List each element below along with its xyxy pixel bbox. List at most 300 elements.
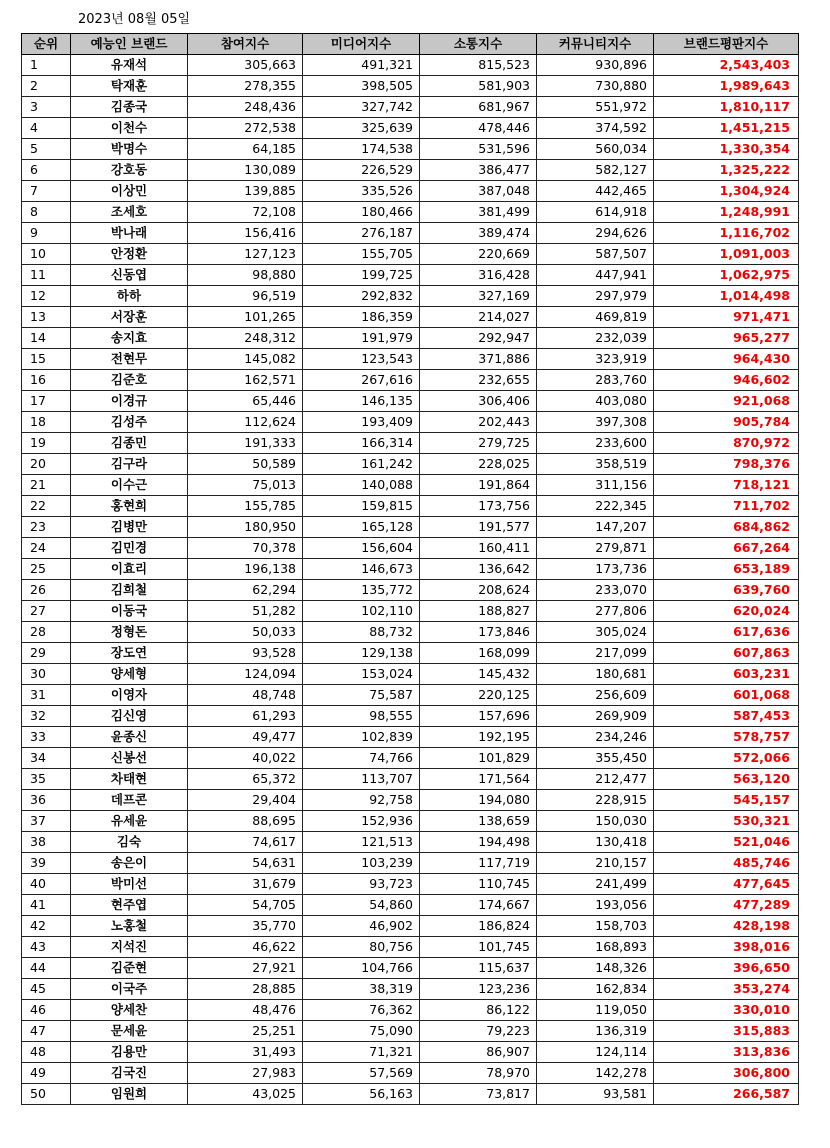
table-row (22, 1063, 799, 1084)
table-row (22, 517, 799, 538)
column-header-community: 커뮤니티지수 (537, 34, 654, 55)
communication-index-cell: 478,446 (420, 118, 537, 139)
media-index-cell: 165,128 (303, 517, 420, 538)
table-row (22, 475, 799, 496)
community-index-cell: 136,319 (537, 1021, 654, 1042)
participation-index-cell: 62,294 (188, 580, 303, 601)
participation-index-cell: 93,528 (188, 643, 303, 664)
communication-index-cell: 157,696 (420, 706, 537, 727)
brand-reputation-index-cell: 2,543,403 (654, 55, 799, 76)
participation-index-cell: 54,705 (188, 895, 303, 916)
community-index-cell: 222,345 (537, 496, 654, 517)
communication-index-cell: 208,624 (420, 580, 537, 601)
entertainer-name-cell: 정형돈 (71, 622, 188, 643)
media-index-cell: 104,766 (303, 958, 420, 979)
table-row (22, 160, 799, 181)
communication-index-cell: 79,223 (420, 1021, 537, 1042)
column-header-media: 미디어지수 (303, 34, 420, 55)
participation-index-cell: 31,679 (188, 874, 303, 895)
media-index-cell: 93,723 (303, 874, 420, 895)
brand-reputation-index-cell: 313,836 (654, 1042, 799, 1063)
media-index-cell: 75,090 (303, 1021, 420, 1042)
rank-cell: 40 (22, 874, 71, 895)
participation-index-cell: 112,624 (188, 412, 303, 433)
rank-cell: 38 (22, 832, 71, 853)
community-index-cell: 93,581 (537, 1084, 654, 1105)
communication-index-cell: 389,474 (420, 223, 537, 244)
community-index-cell: 311,156 (537, 475, 654, 496)
rank-cell: 32 (22, 706, 71, 727)
rank-cell: 19 (22, 433, 71, 454)
entertainer-name-cell: 박미선 (71, 874, 188, 895)
community-index-cell: 397,308 (537, 412, 654, 433)
participation-index-cell: 46,622 (188, 937, 303, 958)
table-row (22, 790, 799, 811)
entertainer-name-cell: 강호동 (71, 160, 188, 181)
communication-index-cell: 192,195 (420, 727, 537, 748)
communication-index-cell: 232,655 (420, 370, 537, 391)
community-index-cell: 232,039 (537, 328, 654, 349)
community-index-cell: 158,703 (537, 916, 654, 937)
rank-cell: 29 (22, 643, 71, 664)
rank-cell: 33 (22, 727, 71, 748)
communication-index-cell: 115,637 (420, 958, 537, 979)
community-index-cell: 168,893 (537, 937, 654, 958)
brand-reputation-index-cell: 545,157 (654, 790, 799, 811)
rank-cell: 50 (22, 1084, 71, 1105)
community-index-cell: 241,499 (537, 874, 654, 895)
community-index-cell: 162,834 (537, 979, 654, 1000)
media-index-cell: 102,839 (303, 727, 420, 748)
communication-index-cell: 86,122 (420, 1000, 537, 1021)
rank-cell: 46 (22, 1000, 71, 1021)
community-index-cell: 551,972 (537, 97, 654, 118)
entertainer-name-cell: 김준호 (71, 370, 188, 391)
media-index-cell: 56,163 (303, 1084, 420, 1105)
brand-reputation-index-cell: 971,471 (654, 307, 799, 328)
table-row (22, 727, 799, 748)
entertainer-name-cell: 김숙 (71, 832, 188, 853)
participation-index-cell: 139,885 (188, 181, 303, 202)
participation-index-cell: 96,519 (188, 286, 303, 307)
communication-index-cell: 194,080 (420, 790, 537, 811)
participation-index-cell: 278,355 (188, 76, 303, 97)
communication-index-cell: 194,498 (420, 832, 537, 853)
communication-index-cell: 386,477 (420, 160, 537, 181)
entertainer-name-cell: 서장훈 (71, 307, 188, 328)
media-index-cell: 153,024 (303, 664, 420, 685)
participation-index-cell: 248,436 (188, 97, 303, 118)
table-row (22, 1084, 799, 1105)
entertainer-name-cell: 김구라 (71, 454, 188, 475)
community-index-cell: 403,080 (537, 391, 654, 412)
entertainer-name-cell: 임원희 (71, 1084, 188, 1105)
media-index-cell: 174,538 (303, 139, 420, 160)
rank-cell: 39 (22, 853, 71, 874)
participation-index-cell: 50,589 (188, 454, 303, 475)
media-index-cell: 74,766 (303, 748, 420, 769)
communication-index-cell: 581,903 (420, 76, 537, 97)
table-header-row (22, 34, 799, 55)
community-index-cell: 297,979 (537, 286, 654, 307)
entertainer-name-cell: 이영자 (71, 685, 188, 706)
participation-index-cell: 43,025 (188, 1084, 303, 1105)
brand-reputation-index-cell: 1,330,354 (654, 139, 799, 160)
participation-index-cell: 98,880 (188, 265, 303, 286)
brand-reputation-index-cell: 398,016 (654, 937, 799, 958)
table-row (22, 643, 799, 664)
table-row (22, 853, 799, 874)
table-row (22, 706, 799, 727)
communication-index-cell: 371,886 (420, 349, 537, 370)
participation-index-cell: 50,033 (188, 622, 303, 643)
participation-index-cell: 248,312 (188, 328, 303, 349)
entertainer-name-cell: 김신영 (71, 706, 188, 727)
rank-cell: 21 (22, 475, 71, 496)
rank-cell: 26 (22, 580, 71, 601)
rank-cell: 28 (22, 622, 71, 643)
brand-reputation-index-cell: 1,304,924 (654, 181, 799, 202)
media-index-cell: 98,555 (303, 706, 420, 727)
rank-cell: 8 (22, 202, 71, 223)
rank-cell: 14 (22, 328, 71, 349)
community-index-cell: 730,880 (537, 76, 654, 97)
community-index-cell: 305,024 (537, 622, 654, 643)
rank-cell: 44 (22, 958, 71, 979)
media-index-cell: 276,187 (303, 223, 420, 244)
table-row (22, 916, 799, 937)
column-header-brand-reputation: 브랜드평판지수 (654, 34, 799, 55)
rank-cell: 2 (22, 76, 71, 97)
community-index-cell: 279,871 (537, 538, 654, 559)
table-row (22, 76, 799, 97)
community-index-cell: 283,760 (537, 370, 654, 391)
table-row (22, 832, 799, 853)
community-index-cell: 323,919 (537, 349, 654, 370)
entertainer-name-cell: 김용만 (71, 1042, 188, 1063)
rank-cell: 11 (22, 265, 71, 286)
rank-cell: 47 (22, 1021, 71, 1042)
participation-index-cell: 124,094 (188, 664, 303, 685)
rank-cell: 6 (22, 160, 71, 181)
media-index-cell: 193,409 (303, 412, 420, 433)
brand-reputation-index-cell: 1,989,643 (654, 76, 799, 97)
community-index-cell: 233,600 (537, 433, 654, 454)
table-row (22, 265, 799, 286)
table-row (22, 1021, 799, 1042)
participation-index-cell: 75,013 (188, 475, 303, 496)
entertainer-name-cell: 노홍철 (71, 916, 188, 937)
participation-index-cell: 88,695 (188, 811, 303, 832)
media-index-cell: 398,505 (303, 76, 420, 97)
participation-index-cell: 40,022 (188, 748, 303, 769)
entertainer-name-cell: 이효리 (71, 559, 188, 580)
media-index-cell: 57,569 (303, 1063, 420, 1084)
brand-reputation-index-cell: 572,066 (654, 748, 799, 769)
rank-cell: 49 (22, 1063, 71, 1084)
table-row (22, 223, 799, 244)
table-row (22, 97, 799, 118)
entertainer-name-cell: 유세윤 (71, 811, 188, 832)
rank-cell: 1 (22, 55, 71, 76)
brand-reputation-index-cell: 617,636 (654, 622, 799, 643)
communication-index-cell: 136,642 (420, 559, 537, 580)
media-index-cell: 38,319 (303, 979, 420, 1000)
community-index-cell: 150,030 (537, 811, 654, 832)
brand-reputation-index-cell: 667,264 (654, 538, 799, 559)
brand-reputation-index-cell: 684,862 (654, 517, 799, 538)
rank-cell: 9 (22, 223, 71, 244)
media-index-cell: 146,135 (303, 391, 420, 412)
entertainer-name-cell: 홍현희 (71, 496, 188, 517)
participation-index-cell: 49,477 (188, 727, 303, 748)
communication-index-cell: 214,027 (420, 307, 537, 328)
participation-index-cell: 48,748 (188, 685, 303, 706)
table-row (22, 412, 799, 433)
brand-reputation-index-cell: 620,024 (654, 601, 799, 622)
entertainer-name-cell: 이동국 (71, 601, 188, 622)
media-index-cell: 103,239 (303, 853, 420, 874)
entertainer-name-cell: 박명수 (71, 139, 188, 160)
table-row (22, 139, 799, 160)
table-row (22, 286, 799, 307)
table-row (22, 937, 799, 958)
communication-index-cell: 186,824 (420, 916, 537, 937)
entertainer-name-cell: 송은이 (71, 853, 188, 874)
entertainer-name-cell: 김준현 (71, 958, 188, 979)
table-row (22, 979, 799, 1000)
table-row (22, 622, 799, 643)
entertainer-name-cell: 유재석 (71, 55, 188, 76)
entertainer-name-cell: 현주엽 (71, 895, 188, 916)
communication-index-cell: 101,829 (420, 748, 537, 769)
entertainer-name-cell: 양세찬 (71, 1000, 188, 1021)
rank-cell: 16 (22, 370, 71, 391)
brand-reputation-index-cell: 578,757 (654, 727, 799, 748)
rank-cell: 22 (22, 496, 71, 517)
communication-index-cell: 110,745 (420, 874, 537, 895)
participation-index-cell: 74,617 (188, 832, 303, 853)
entertainer-name-cell: 김국진 (71, 1063, 188, 1084)
brand-reputation-index-cell: 639,760 (654, 580, 799, 601)
communication-index-cell: 188,827 (420, 601, 537, 622)
media-index-cell: 54,860 (303, 895, 420, 916)
community-index-cell: 193,056 (537, 895, 654, 916)
media-index-cell: 327,742 (303, 97, 420, 118)
community-index-cell: 930,896 (537, 55, 654, 76)
entertainer-name-cell: 장도연 (71, 643, 188, 664)
entertainer-name-cell: 안정환 (71, 244, 188, 265)
entertainer-name-cell: 양세형 (71, 664, 188, 685)
rank-cell: 48 (22, 1042, 71, 1063)
community-index-cell: 614,918 (537, 202, 654, 223)
community-index-cell: 210,157 (537, 853, 654, 874)
media-index-cell: 226,529 (303, 160, 420, 181)
participation-index-cell: 101,265 (188, 307, 303, 328)
brand-reputation-index-cell: 607,863 (654, 643, 799, 664)
rank-cell: 35 (22, 769, 71, 790)
participation-index-cell: 156,416 (188, 223, 303, 244)
table-row (22, 559, 799, 580)
media-index-cell: 267,616 (303, 370, 420, 391)
brand-reputation-index-cell: 306,800 (654, 1063, 799, 1084)
brand-reputation-index-cell: 315,883 (654, 1021, 799, 1042)
media-index-cell: 113,707 (303, 769, 420, 790)
communication-index-cell: 145,432 (420, 664, 537, 685)
rank-cell: 23 (22, 517, 71, 538)
media-index-cell: 140,088 (303, 475, 420, 496)
communication-index-cell: 138,659 (420, 811, 537, 832)
rank-cell: 45 (22, 979, 71, 1000)
entertainer-name-cell: 송지효 (71, 328, 188, 349)
brand-reputation-index-cell: 601,068 (654, 685, 799, 706)
entertainer-name-cell: 이국주 (71, 979, 188, 1000)
communication-index-cell: 220,125 (420, 685, 537, 706)
media-index-cell: 159,815 (303, 496, 420, 517)
brand-reputation-index-cell: 870,972 (654, 433, 799, 454)
media-index-cell: 166,314 (303, 433, 420, 454)
entertainer-name-cell: 김종국 (71, 97, 188, 118)
communication-index-cell: 292,947 (420, 328, 537, 349)
communication-index-cell: 327,169 (420, 286, 537, 307)
brand-reputation-index-cell: 1,325,222 (654, 160, 799, 181)
brand-reputation-index-cell: 330,010 (654, 1000, 799, 1021)
media-index-cell: 75,587 (303, 685, 420, 706)
column-header-brand: 예능인 브랜드 (71, 34, 188, 55)
table-row (22, 496, 799, 517)
table-row (22, 748, 799, 769)
community-index-cell: 355,450 (537, 748, 654, 769)
brand-reputation-index-cell: 485,746 (654, 853, 799, 874)
participation-index-cell: 31,493 (188, 1042, 303, 1063)
entertainer-name-cell: 조세호 (71, 202, 188, 223)
table-row (22, 811, 799, 832)
participation-index-cell: 155,785 (188, 496, 303, 517)
media-index-cell: 199,725 (303, 265, 420, 286)
brand-reputation-index-cell: 964,430 (654, 349, 799, 370)
entertainer-name-cell: 이경규 (71, 391, 188, 412)
table-row (22, 1042, 799, 1063)
entertainer-name-cell: 김희철 (71, 580, 188, 601)
community-index-cell: 233,070 (537, 580, 654, 601)
entertainer-name-cell: 이수근 (71, 475, 188, 496)
media-index-cell: 186,359 (303, 307, 420, 328)
community-index-cell: 277,806 (537, 601, 654, 622)
rank-cell: 4 (22, 118, 71, 139)
media-index-cell: 152,936 (303, 811, 420, 832)
participation-index-cell: 272,538 (188, 118, 303, 139)
communication-index-cell: 815,523 (420, 55, 537, 76)
participation-index-cell: 35,770 (188, 916, 303, 937)
participation-index-cell: 25,251 (188, 1021, 303, 1042)
participation-index-cell: 27,983 (188, 1063, 303, 1084)
brand-reputation-index-cell: 396,650 (654, 958, 799, 979)
rank-cell: 15 (22, 349, 71, 370)
communication-index-cell: 387,048 (420, 181, 537, 202)
community-index-cell: 269,909 (537, 706, 654, 727)
community-index-cell: 130,418 (537, 832, 654, 853)
media-index-cell: 155,705 (303, 244, 420, 265)
communication-index-cell: 171,564 (420, 769, 537, 790)
media-index-cell: 129,138 (303, 643, 420, 664)
communication-index-cell: 279,725 (420, 433, 537, 454)
media-index-cell: 161,242 (303, 454, 420, 475)
rank-cell: 30 (22, 664, 71, 685)
communication-index-cell: 117,719 (420, 853, 537, 874)
communication-index-cell: 202,443 (420, 412, 537, 433)
rank-cell: 20 (22, 454, 71, 475)
participation-index-cell: 127,123 (188, 244, 303, 265)
column-header-communication: 소통지수 (420, 34, 537, 55)
brand-reputation-index-cell: 798,376 (654, 454, 799, 475)
brand-reputation-index-cell: 603,231 (654, 664, 799, 685)
participation-index-cell: 180,950 (188, 517, 303, 538)
table-row (22, 454, 799, 475)
community-index-cell: 180,681 (537, 664, 654, 685)
community-index-cell: 212,477 (537, 769, 654, 790)
media-index-cell: 102,110 (303, 601, 420, 622)
entertainer-name-cell: 지석진 (71, 937, 188, 958)
communication-index-cell: 316,428 (420, 265, 537, 286)
entertainer-name-cell: 이천수 (71, 118, 188, 139)
table-row (22, 580, 799, 601)
community-index-cell: 173,736 (537, 559, 654, 580)
brand-reputation-index-cell: 718,121 (654, 475, 799, 496)
entertainer-name-cell: 김민경 (71, 538, 188, 559)
brand-reputation-index-cell: 1,091,003 (654, 244, 799, 265)
media-index-cell: 80,756 (303, 937, 420, 958)
communication-index-cell: 191,577 (420, 517, 537, 538)
rank-cell: 41 (22, 895, 71, 916)
community-index-cell: 147,207 (537, 517, 654, 538)
community-index-cell: 119,050 (537, 1000, 654, 1021)
participation-index-cell: 65,372 (188, 769, 303, 790)
communication-index-cell: 228,025 (420, 454, 537, 475)
brand-reputation-index-cell: 921,068 (654, 391, 799, 412)
media-index-cell: 123,543 (303, 349, 420, 370)
media-index-cell: 135,772 (303, 580, 420, 601)
communication-index-cell: 78,970 (420, 1063, 537, 1084)
communication-index-cell: 173,756 (420, 496, 537, 517)
media-index-cell: 491,321 (303, 55, 420, 76)
entertainer-name-cell: 탁재훈 (71, 76, 188, 97)
brand-reputation-index-cell: 266,587 (654, 1084, 799, 1105)
community-index-cell: 256,609 (537, 685, 654, 706)
community-index-cell: 234,246 (537, 727, 654, 748)
participation-index-cell: 27,921 (188, 958, 303, 979)
brand-reputation-index-cell: 1,451,215 (654, 118, 799, 139)
media-index-cell: 335,526 (303, 181, 420, 202)
brand-reputation-index-cell: 1,062,975 (654, 265, 799, 286)
table-row (22, 55, 799, 76)
participation-index-cell: 29,404 (188, 790, 303, 811)
participation-index-cell: 70,378 (188, 538, 303, 559)
media-index-cell: 292,832 (303, 286, 420, 307)
brand-reputation-index-cell: 477,289 (654, 895, 799, 916)
rank-cell: 7 (22, 181, 71, 202)
participation-index-cell: 305,663 (188, 55, 303, 76)
table-row (22, 1000, 799, 1021)
media-index-cell: 191,979 (303, 328, 420, 349)
community-index-cell: 582,127 (537, 160, 654, 181)
brand-reputation-index-cell: 1,014,498 (654, 286, 799, 307)
table-row (22, 370, 799, 391)
participation-index-cell: 130,089 (188, 160, 303, 181)
brand-reputation-index-cell: 353,274 (654, 979, 799, 1000)
communication-index-cell: 174,667 (420, 895, 537, 916)
brand-reputation-index-cell: 530,321 (654, 811, 799, 832)
brand-reputation-index-cell: 946,602 (654, 370, 799, 391)
